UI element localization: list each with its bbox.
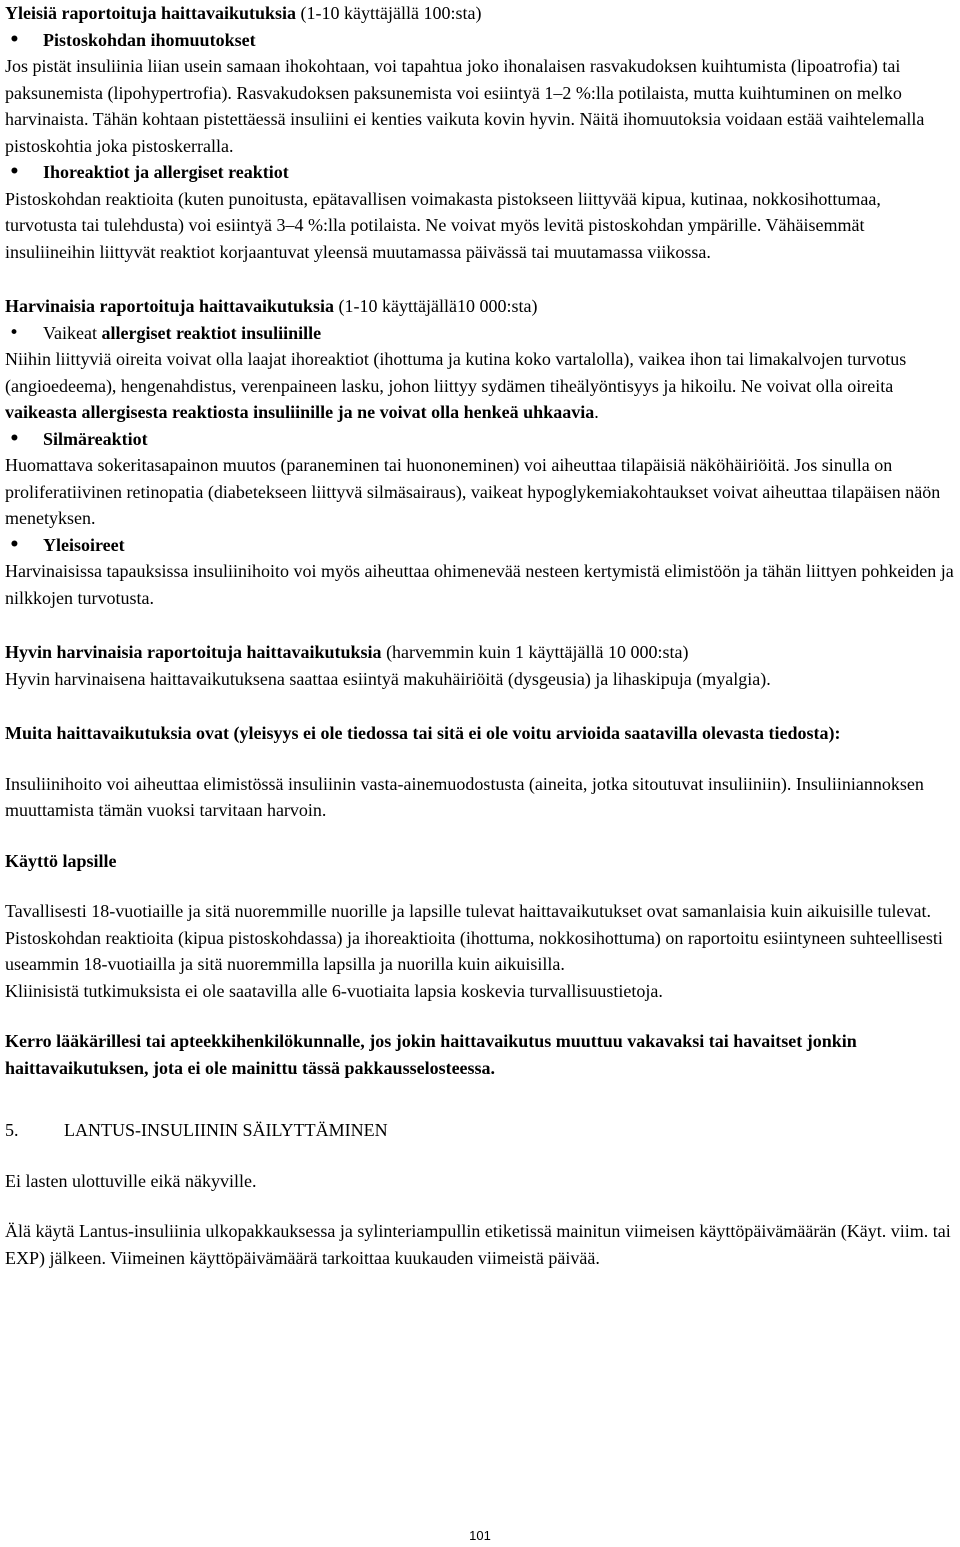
page-number: 101 — [469, 1528, 491, 1543]
rare-effects-heading — [5, 293, 956, 320]
spacer — [5, 1144, 956, 1168]
spacer — [5, 1081, 956, 1117]
bullet-eye-reactions: • Silmäreaktiot — [5, 426, 956, 453]
very-rare-heading-bold: Hyvin harvinaisia raportoituja haittavaikutuksia — [5, 642, 382, 662]
severe-allergic-title-bold: allergiset reaktiot insuliinille — [101, 322, 322, 343]
bullet-injection-site-skin: • Pistoskohdan ihomuutokset — [5, 27, 956, 54]
injection-site-skin-text: Jos pistät insuliinia liian usein samaan ihokohtaan, voi tapahtua joko ihonalaisen rasvakudoksen kuihtumista (lipoatrofia) tai paksunemista (lipohypertrofia). Rasvakudoksen paksunemista voi esiintyä 1–2 %:lla potilaista, mutta kuihtuminen on melko harvinaista. Tähän kohtaan pistettäessä insuliini ei kenties vaikuta kovin hyvin. Näitä ihomuutoksia voidaan estää vaihtelemalla pistoskohtia joka pistoskerralla. — [5, 56, 925, 156]
severe-allergic-text-end: . — [594, 402, 599, 422]
spacer — [5, 1004, 956, 1028]
reporting-notice: Kerro lääkärillesi tai apteekkihenkilökunnalle, jos jokin haittavaikutus muuttuu vakavaksi tai havaitset jonkin haittavaikutuksen, jota ei ole mainittu tässä pakkausselosteessa. — [5, 1031, 857, 1078]
very-rare-effects-text: Hyvin harvinaisena haittavaikutuksena saattaa esiintyä makuhäiriöitä (dysgeusia) ja lihaskipuja (myalgia). — [5, 668, 771, 689]
severe-allergic-text-bold: vaikeasta allergisesta reaktiosta insuliinille ja ne voivat olla henkeä uhkaavia — [5, 402, 595, 422]
use-in-children-heading: Käyttö lapsille — [5, 850, 117, 871]
very-rare-effects-heading — [5, 639, 956, 666]
general-symptoms-text: Harvinaisissa tapauksissa insuliinihoito voi myös aiheuttaa ohimenevää nesteen kertymistä elimistöön ja tähän liittyen pohkeiden ja nilkkojen turvotusta. — [5, 561, 954, 608]
spacer — [5, 874, 956, 898]
section-5-heading — [5, 1117, 956, 1144]
storage-children-text: Ei lasten ulottuville eikä näkyville. — [5, 1170, 257, 1191]
section-5-number: 5. — [5, 1120, 19, 1140]
bullet-general-symptoms: • Yleisoireet — [5, 532, 956, 559]
spacer — [5, 747, 956, 771]
severe-allergic-text — [5, 346, 956, 426]
eye-reactions-text: Huomattava sokeritasapainon muutos (paraneminen tai huononeminen) voi aiheuttaa tilapäisiä näköhäiriöitä. Jos sinulla on proliferatiivinen retinopatia (diabetekseen liittyvä silmäsairaus), vaikeat hypoglykemiakohtaukset voivat aiheuttaa tilapäisen näön menetyksen. — [5, 455, 941, 528]
storage-expiry-text: Älä käytä Lantus-insuliinia ulkopakkauksessa ja sylinteriampullin etiketissä mainitun viimeisen käyttöpäivämäärän (Käyt. viim. tai EXP) jälkeen. Viimeinen käyttöpäivämäärä tarkoittaa kuukauden viimeistä päivää. — [5, 1221, 951, 1268]
spacer — [5, 692, 956, 720]
common-effects-heading-rest: (1-10 käyttäjällä 100:sta) — [296, 3, 482, 23]
common-effects-heading — [5, 0, 956, 27]
severe-allergic-title-plain: Vaikeat — [43, 322, 102, 343]
use-in-children-text: Tavallisesti 18-vuotiaille ja sitä nuoremmille nuorille ja lapsille tulevat haittavaikutukset ovat samanlaisia kuin aikuisille tulevat. Pistoskohdan reaktioita (kipua pistoskohdassa) ja ihoreaktioita (ihottuma, nokkosihottuma) on raportoitu esiintyneen suhteellisesti useammin 18-vuotiailla ja sitä nuoremmilla lapsilla ja nuorilla kuin aikuisilla. — [5, 901, 943, 974]
bullet-severe-allergic — [5, 320, 956, 347]
bullet-skin-allergic: • Ihoreaktiot ja allergiset reaktiot — [5, 159, 956, 186]
use-in-children-note: Kliinisistä tutkimuksista ei ole saatavilla alle 6-vuotiaita lapsia koskevia turvallisuustietoja. — [5, 980, 663, 1001]
spacer — [5, 824, 956, 848]
other-effects-text: Insuliinihoito voi aiheuttaa elimistössä insuliinin vasta-ainemuodostusta (aineita, jotka sitoutuvat insuliiniin). Insuliiniannoksen muuttamista tämän vuoksi tarvitaan harvoin. — [5, 773, 924, 820]
severe-allergic-text-plain: Niihin liittyviä oireita voivat olla laajat ihoreaktiot (ihottuma ja kutina koko vartalolla), vaikea ihon tai limakalvojen turvotus (angioedeema), hengenahdistus, verenpaineen lasku, johon liittyy sydämen tiheälyöntisyys ja hikoilu. Ne voivat olla oireita — [5, 349, 907, 396]
section-5-title: LANTUS-INSULIININ SÄILYTTÄMINEN — [64, 1120, 388, 1140]
rare-effects-heading-rest: (1-10 käyttäjällä10 000:sta) — [334, 296, 538, 316]
other-effects-heading: Muita haittavaikutuksia ovat (yleisyys ei ole tiedossa tai sitä ei ole voitu arvioida saatavilla olevasta tiedosta): — [5, 723, 841, 743]
spacer — [5, 1194, 956, 1218]
rare-effects-heading-bold: Harvinaisia raportoituja haittavaikutuksia — [5, 296, 335, 316]
very-rare-heading-rest: (harvemmin kuin 1 käyttäjällä 10 000:sta) — [381, 642, 689, 662]
spacer — [5, 265, 956, 293]
spacer — [5, 611, 956, 639]
common-effects-heading-bold: Yleisiä raportoituja haittavaikutuksia — [5, 3, 297, 23]
skin-allergic-text: Pistoskohdan reaktioita (kuten punoitusta, epätavallisen voimakasta pistokseen liittyvää kipua, kutinaa, nokkosihottumaa, turvotusta tai tulehdusta) voi esiintyä 3–4 %:lla potilaista. Ne voivat myös levitä pistoskohdan ympärille. Vähäisemmät insuliineihin liittyvät reaktiot korjaantuvat yleensä muutamassa päivässä tai muutamassa viikossa. — [5, 188, 881, 262]
